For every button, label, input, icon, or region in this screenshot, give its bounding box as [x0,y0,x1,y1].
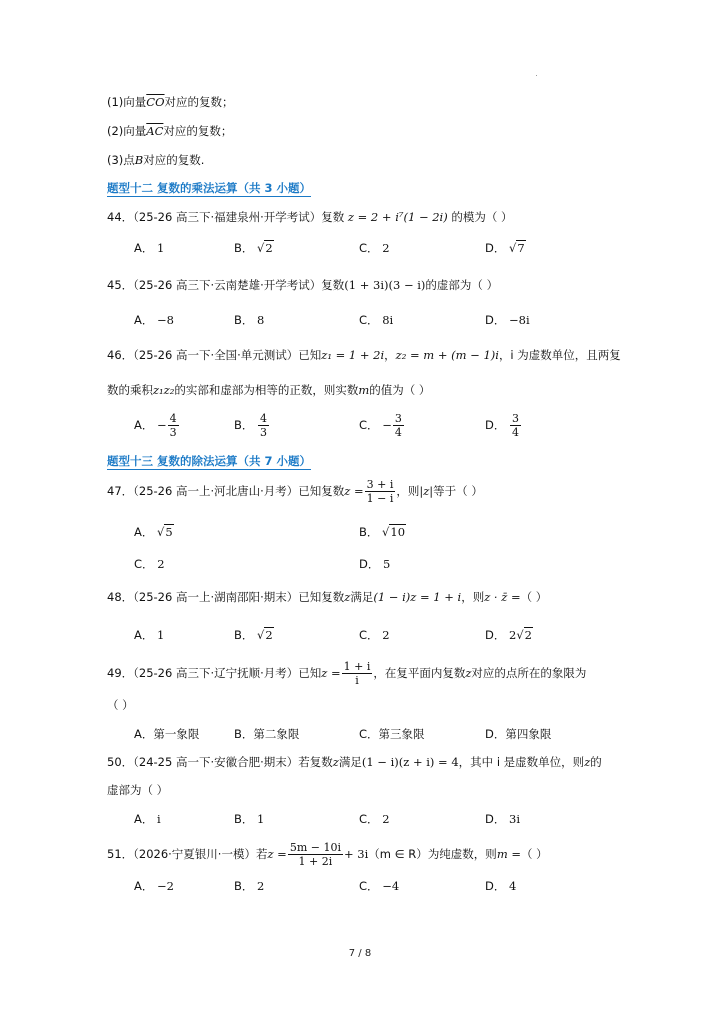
q49-option-a[interactable]: A．第一象限 [134,727,200,741]
question-46-line-2: 数的乘积z₁z₂的实部和虚部为相等的正数，则实数m的值为（ ） [107,383,431,397]
q47-option-b[interactable]: B． √10 [359,525,406,539]
q48-option-a[interactable]: A． 1 [134,628,165,642]
q49-option-d[interactable]: D．第四象限 [485,727,552,741]
scan-dot [536,75,537,76]
q48-option-b[interactable]: B． √2 [234,628,273,642]
question-45: 45．（25-26 高三下·云南楚雄·开学考试）复数(1 + 3i)(3 − i)的虚部为（ ） [107,278,499,292]
question-48: 48．（25-26 高一上·湖南邵阳·期末）已知复数z满足(1 − i)z = 1 + i，则z · z̄ =（ ） [107,590,548,604]
q45-option-b[interactable]: B． 8 [234,313,265,327]
question-46-line-1: 46．（25-26 高一下·全国·单元测试）已知z₁ = 1 + 2i，z₂ = m + (m − 1)i，i 为虚数单位，且两复 [107,348,621,362]
vector-co: $\overline{CO}$ [146,95,165,109]
question-49: 49．（25-26 高三下·辽宁抚顺·月考）已知z = $\frac{1 + i}{i}$ ，在复平面内复数z对应的点所在的象限为 [107,660,587,687]
q50-option-c[interactable]: C． 2 [359,812,390,826]
q50-option-b[interactable]: B． 1 [234,812,265,826]
q51-option-c[interactable]: C． −4 [359,879,400,893]
question-47: 47．（25-26 高一上·河北唐山·月考）已知复数z = $\frac{3 + i}{1 - i}$ ，则|z|等于（ ） [107,478,483,505]
section-title-13: 题型十三 复数的除法运算（共 7 小题） [107,454,312,468]
q44-option-a[interactable]: A． 1 [134,241,165,255]
q48-option-d[interactable]: D． 2√2 [485,628,532,642]
question-50-line-2: 虚部为（ ） [107,783,169,797]
q45-option-d[interactable]: D． −8i [485,313,530,327]
q46-option-b[interactable]: B． $\frac{4}{3}$ [234,412,268,439]
vector-ac: $\overline{AC}$ [146,124,164,138]
q48-option-c[interactable]: C． 2 [359,628,390,642]
q50-option-d[interactable]: D． 3i [485,812,521,826]
section-title-12: 题型十二 复数的乘法运算（共 3 小题） [107,181,312,195]
q51-option-b[interactable]: B． 2 [234,879,265,893]
q44-option-c[interactable]: C． 2 [359,241,390,255]
intro-line-3: (3)点B对应的复数. [107,153,205,167]
q50-option-a[interactable]: A． i [134,812,161,826]
question-49-paren: （ ） [107,698,134,712]
intro-line-1: (1)向量$\overline{CO}$对应的复数； [107,95,234,109]
q45-option-a[interactable]: A． −8 [134,313,174,327]
q45-option-c[interactable]: C． 8i [359,313,394,327]
q44-option-d[interactable]: D． √7 [485,241,525,255]
q47-option-d[interactable]: D． 5 [359,557,391,571]
question-51: 51．（2026·宁夏银川·一模）若z = $\frac{5m - 10i}{1 + 2i}$ + 3i（m ∈ R）为纯虚数，则m =（ ） [107,841,548,868]
q49-option-c[interactable]: C．第三象限 [359,727,425,741]
q46-option-a[interactable]: A． − $\frac{4}{3}$ [134,412,177,439]
q49-option-b[interactable]: B．第二象限 [234,727,300,741]
q51-option-a[interactable]: A． −2 [134,879,174,893]
q47-option-c[interactable]: C． 2 [134,557,165,571]
intro-line-2: (2)向量$\overline{AC}$对应的复数； [107,124,233,138]
question-50-line-1: 50．（24-25 高一下·安徽合肥·期末）若复数z满足(1 − i)(z + i) = 4，其中 i 是虚数单位，则z的 [107,755,602,769]
q51-option-d[interactable]: D． 4 [485,879,517,893]
q46-option-c[interactable]: C． − $\frac{3}{4}$ [359,412,402,439]
q47-option-a[interactable]: A． √5 [134,525,173,539]
q46-option-d[interactable]: D． $\frac{3}{4}$ [485,412,520,439]
page-number: 7 / 8 [348,948,372,959]
q44-option-b[interactable]: B． √2 [234,241,273,255]
question-44: 44．（25-26 高三下·福建泉州·开学考试）复数 z = 2 + i⁷(1 − 2i) 的模为（ ） [107,210,513,224]
